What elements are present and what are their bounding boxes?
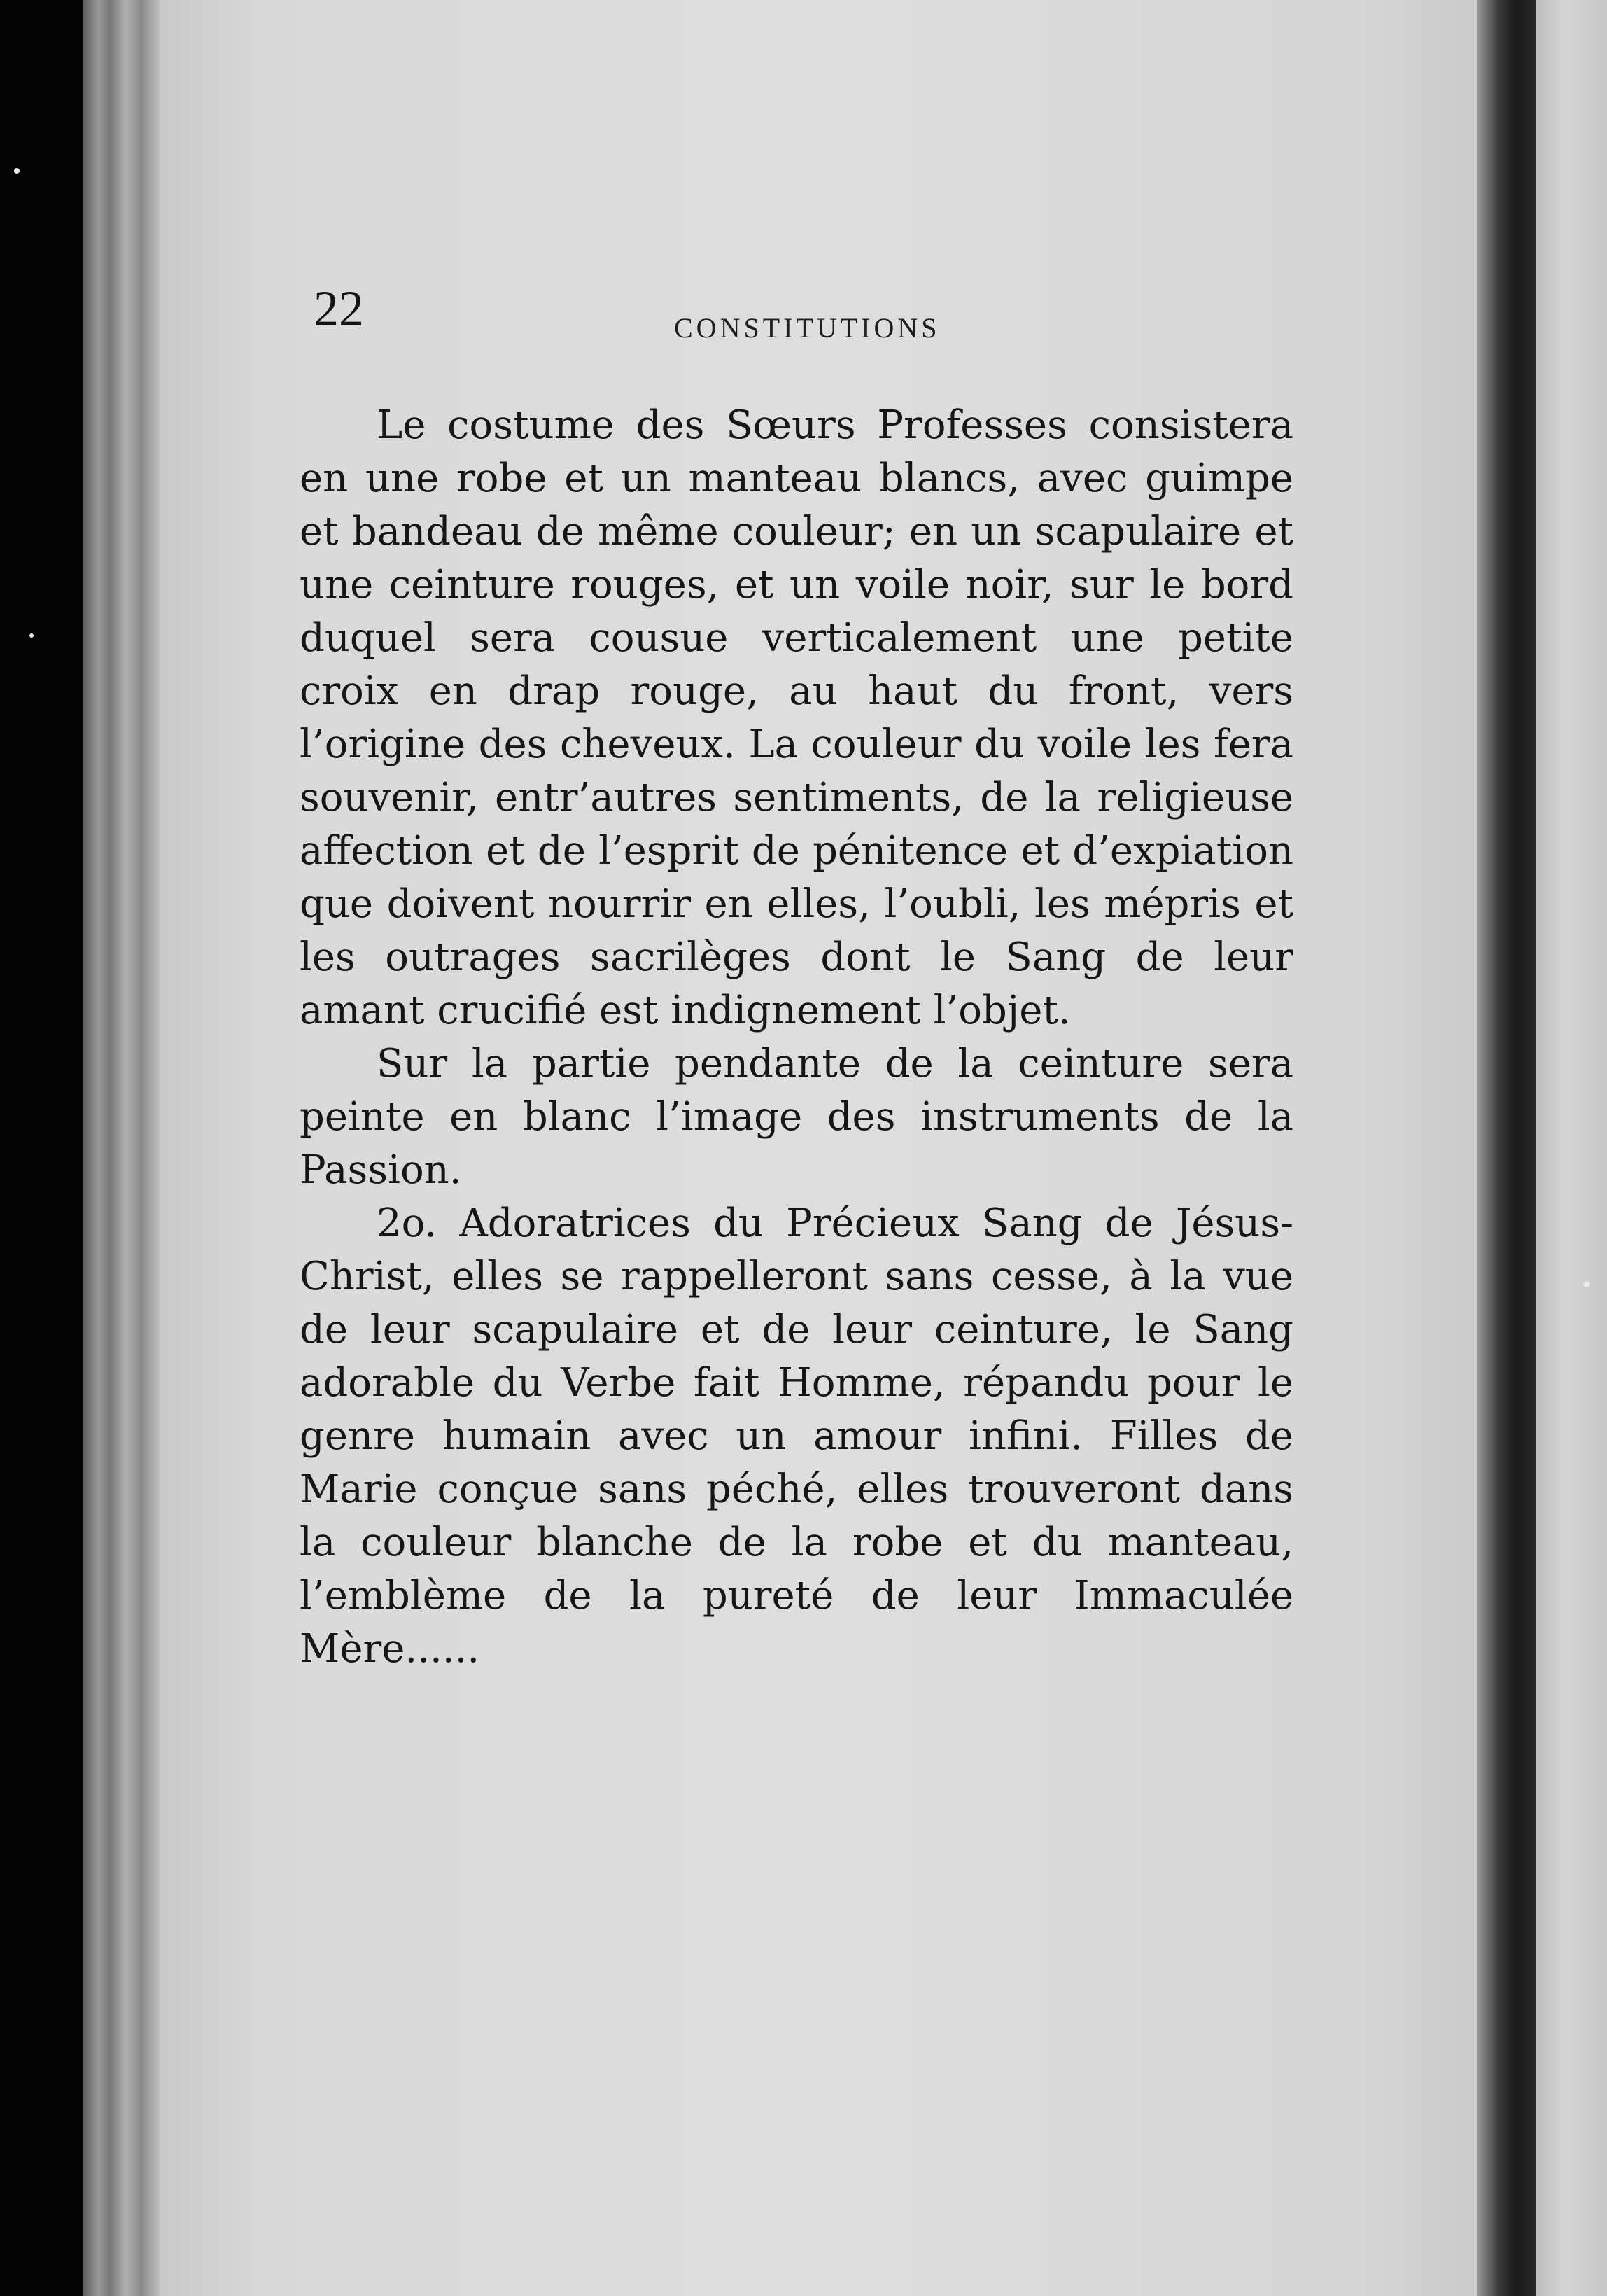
- paragraph: Le costume des Sœurs Professes consistera en une robe et un manteau blancs, avec guimpe et bandeau de même couleur; en un scapulaire et une ceinture rouges, et un voile noir, sur le bord duquel sera cousue verticalement une petite croix en drap rouge, au haut du front, vers l’origine des cheveux. La couleur du voile les fera souvenir, entr’autres sentiments, de la religieuse affection et de l’esprit de pénitence et d’expiation que doivent nourrir en elles, l’oubli, les mépris et les outrages sacrilèges dont le Sang de leur amant crucifié est indignement l’objet.: [300, 402, 1293, 1033]
- facing-page-edge: [1536, 0, 1607, 2296]
- scan-speck: [1583, 1281, 1590, 1287]
- scan-speck: [14, 168, 20, 174]
- page-number: 22: [314, 281, 364, 337]
- book-gutter: [1477, 0, 1540, 2296]
- running-head: CONSTITUTIONS: [674, 312, 941, 344]
- paragraph: 2o. Adoratrices du Précieux Sang de Jésus-Christ, elles se rappelleront sans cesse, à la vue de leur scapulaire et de leur ceinture, le Sang adorable du Verbe fait Homme, répandu pour le genre humain avec un amour infini. Filles de Marie conçue sans péché, elles trouveront dans la couleur blanche de la robe et du manteau, l’emblème de la pureté de leur Immaculée Mère......: [300, 1200, 1293, 1672]
- paragraph: Sur la partie pendante de la ceinture sera peinte en blanc l’image des instruments de la Passion.: [300, 1041, 1293, 1193]
- body-text: [300, 399, 1293, 1676]
- page-header: [314, 280, 1293, 343]
- stacked-page-edges: [83, 0, 161, 2296]
- scan-speck: [29, 634, 34, 638]
